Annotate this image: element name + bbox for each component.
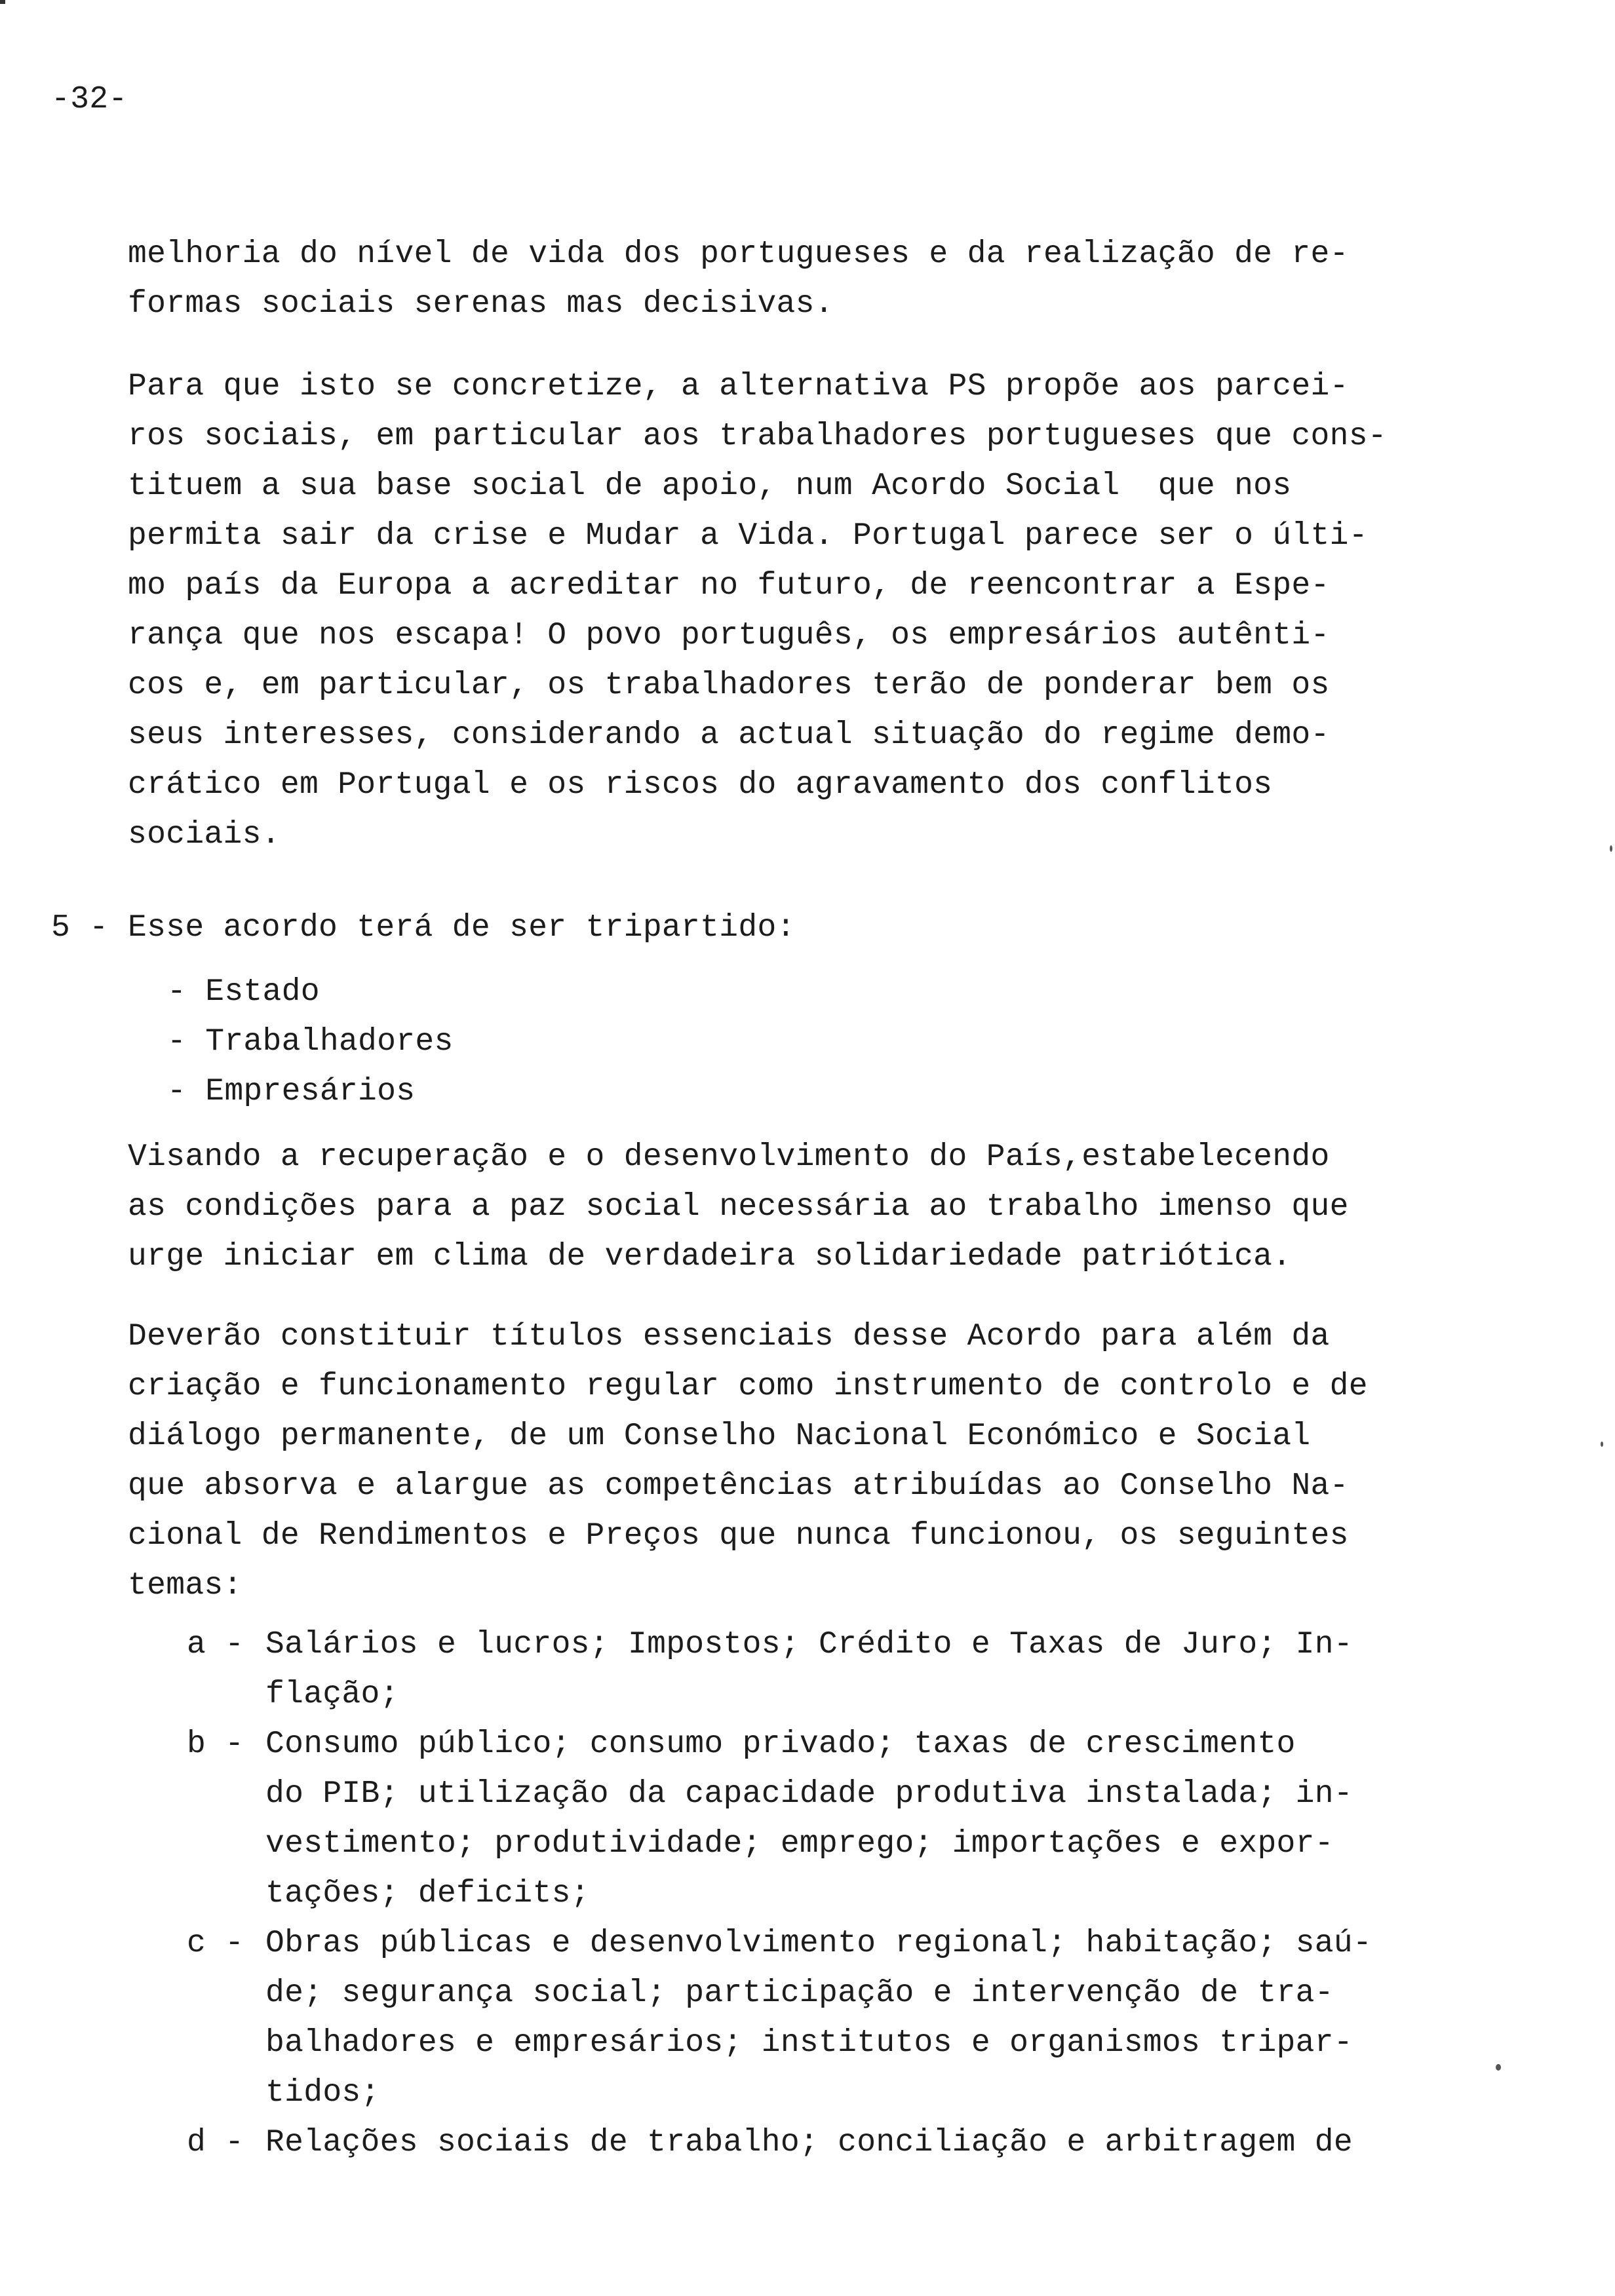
paragraph-2-line: rança que nos escapa! O povo português, os empresários autênti-: [128, 618, 1330, 653]
party-list-item: - Estado: [167, 974, 320, 1010]
section-5-number: 5 -: [51, 910, 109, 946]
topic-item-label: a -: [187, 1627, 244, 1662]
section-5-paragraph-b-line: temas:: [128, 1568, 243, 1603]
paragraph-2-line: crático em Portugal e os riscos do agravamento dos conflitos: [128, 767, 1273, 803]
paragraph-1-line: formas sociais serenas mas decisivas.: [128, 286, 834, 322]
section-5-paragraph-b-line: cional de Rendimentos e Preços que nunca funcionou, os seguintes: [128, 1518, 1349, 1554]
topic-item-line: do PIB; utilização da capacidade produtiva instalada; in-: [265, 1776, 1353, 1812]
scan-speck: [1601, 1442, 1603, 1447]
section-5-paragraph-a-line: as condições para a paz social necessária ao trabalho imenso que: [128, 1189, 1349, 1225]
paragraph-2-line: ros sociais, em particular aos trabalhadores portugueses que cons-: [128, 419, 1387, 454]
section-5-paragraph-a-line: Visando a recuperação e o desenvolvimento do País,estabelecendo: [128, 1139, 1330, 1175]
paragraph-2-line: cos e, em particular, os trabalhadores terão de ponderar bem os: [128, 668, 1330, 703]
topic-item-label: b -: [187, 1727, 244, 1762]
topic-item-line: Salários e lucros; Impostos; Crédito e Taxas de Juro; In-: [265, 1627, 1353, 1662]
paragraph-2-line: tituem a sua base social de apoio, num Acordo Social que nos: [128, 469, 1292, 504]
party-list-item: - Trabalhadores: [167, 1024, 454, 1060]
section-5-paragraph-a-line: urge iniciar em clima de verdadeira solidariedade patriótica.: [128, 1239, 1292, 1274]
paragraph-1-line: melhoria do nível de vida dos portugueses e da realização de re-: [128, 237, 1349, 272]
topic-item-line: flação;: [265, 1677, 399, 1712]
topic-item-line: balhadores e empresários; institutos e organismos tripar-: [265, 2025, 1353, 2061]
topic-item-line: vestimento; produtividade; emprego; importações e expor-: [265, 1826, 1334, 1862]
party-list-item: - Empresários: [167, 1074, 416, 1109]
section-5-paragraph-b-line: que absorva e alargue as competências atribuídas ao Conselho Na-: [128, 1468, 1349, 1504]
scan-speck: [1496, 2064, 1501, 2071]
scan-edge-mark: [0, 0, 5, 4]
topic-item-line: tidos;: [265, 2075, 380, 2111]
paragraph-2-line: seus interesses, considerando a actual situação do regime demo-: [128, 718, 1330, 753]
paragraph-2-line: permita sair da crise e Mudar a Vida. Portugal parece ser o últi-: [128, 518, 1368, 554]
scan-speck: [1610, 845, 1612, 852]
page-number: -32-: [51, 82, 128, 117]
paragraph-2-line: mo país da Europa a acreditar no futuro, de reencontrar a Espe-: [128, 568, 1330, 603]
section-5-heading: Esse acordo terá de ser tripartido:: [128, 910, 796, 946]
topic-item-label: d -: [187, 2125, 244, 2160]
topic-item-line: tações; deficits;: [265, 1876, 590, 1911]
paragraph-2-line: Para que isto se concretize, a alternativa PS propõe aos parcei-: [128, 369, 1349, 404]
paragraph-2-line: sociais.: [128, 817, 281, 852]
section-5-paragraph-b-line: criação e funcionamento regular como instrumento de controlo e de: [128, 1369, 1368, 1404]
topic-item-line: de; segurança social; participação e intervenção de tra-: [265, 1976, 1334, 2011]
section-5-paragraph-b-line: Deverão constituir títulos essenciais desse Acordo para além da: [128, 1319, 1330, 1354]
topic-item-line: Obras públicas e desenvolvimento regional; habitação; saú-: [265, 1926, 1372, 1961]
topic-item-label: c -: [187, 1926, 244, 1961]
section-5-paragraph-b-line: diálogo permanente, de um Conselho Nacional Económico e Social: [128, 1419, 1311, 1454]
topic-item-line: Relações sociais de trabalho; conciliação e arbitragem de: [265, 2125, 1353, 2160]
topic-item-line: Consumo público; consumo privado; taxas de crescimento: [265, 1727, 1296, 1762]
